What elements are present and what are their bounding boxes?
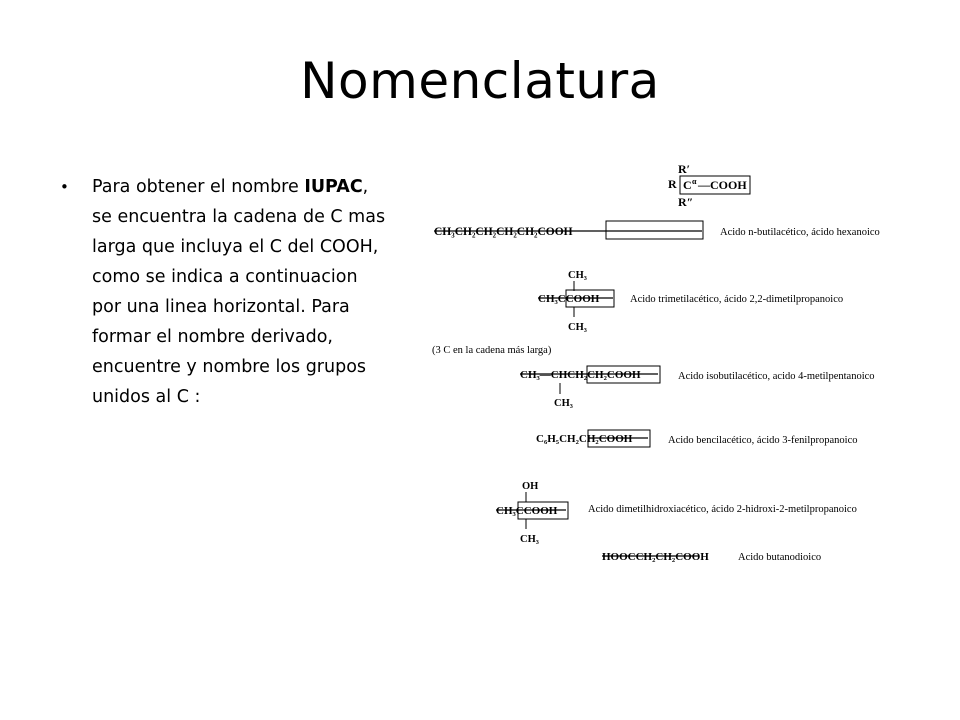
ex5-name: Acido dimetilhidroxiacético, ácido 2-hidroxi-2-metilpropanoico: [588, 504, 857, 515]
paragraph-text-2: , se encuentra la cadena de C mas larga que incluya el C del COOH, como se indica a continuacion por una linea horizontal. Para formar el nombre derivado, encuentre y nombre los grupos unidos al C :: [92, 177, 386, 407]
ex4-name: Acido bencilacético, ácido 3-fenilpropanoico: [668, 435, 858, 446]
paragraph-bold-iupac: IUPAC: [304, 177, 363, 197]
chemistry-figure-svg: [430, 160, 950, 580]
ex2-formula: CH₃CCOOH: [538, 293, 600, 305]
ex5-formula: CH₃CCOOH: [496, 505, 558, 517]
general-alpha: α: [692, 177, 697, 186]
bullet-point: •: [60, 178, 69, 196]
chain-note: (3 C en la cadena más larga): [432, 345, 552, 356]
ex2-name: Acido trimetilacético, ácido 2,2-dimetilpropanoico: [630, 294, 844, 305]
ex3-bottom: CH₃: [554, 398, 573, 409]
general-bond-cooh: —COOH: [698, 178, 747, 192]
ex6-name: Acido butanodioico: [738, 552, 822, 563]
ex3-formula: CH₃—CHCH₂CH₂COOH: [520, 369, 641, 381]
general-r-top: R′: [678, 162, 691, 176]
ex6-formula: HOOCCH₂CH₂COOH: [602, 551, 709, 563]
general-r-bottom: R″: [678, 195, 694, 209]
slide-title: Nomenclatura: [300, 52, 660, 110]
chemistry-figure: [430, 160, 950, 580]
ex2-bottom: CH₃: [568, 322, 587, 333]
ex3-name: Acido isobutilacético, acido 4-metilpentanoico: [678, 371, 875, 382]
ex4-formula: C₆H₅CH₂CH₂COOH: [536, 433, 633, 445]
body-paragraph: [92, 172, 392, 412]
ex1-box: [606, 221, 703, 239]
ex5-top: OH: [522, 481, 539, 492]
general-core-c: C: [683, 178, 692, 192]
general-r-left: R: [668, 177, 677, 191]
ex5-bottom: CH₃: [520, 534, 539, 545]
paragraph-text-1: Para obtener el nombre: [92, 177, 305, 197]
ex1-name: Acido n-butilacético, ácido hexanoico: [720, 227, 880, 238]
ex1-formula: CH₃CH₂CH₂CH₂CH₂COOH: [434, 226, 573, 238]
ex2-top: CH₃: [568, 270, 587, 281]
